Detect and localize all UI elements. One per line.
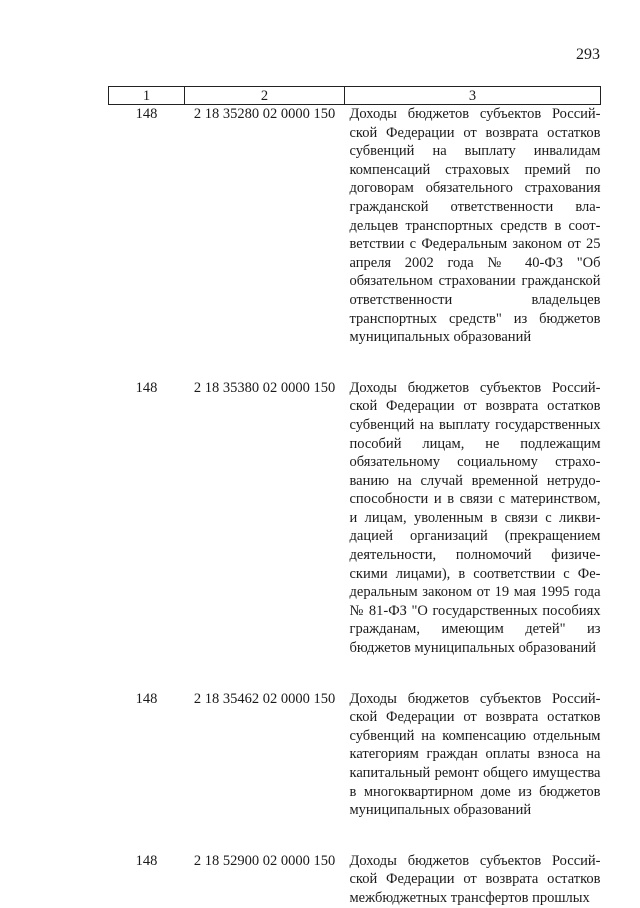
- row-number: 148: [135, 852, 158, 869]
- row-number: 148: [135, 690, 158, 707]
- income-description: Доходы бюджетов субъектов Российской Федерации от возврата остатков субвенций на выплату инвалидам компенсаций страховых премий по договорам обязательного страхования гражданской ответственности владельцев транспортных средств в соответствии с Федеральным законом от 25 апреля 2002 года № 40-ФЗ "Об обязательном страховании гражданской ответственности владельцев транспортных средств" из бюджетов муниципальных образований: [349, 106, 601, 346]
- income-description: Доходы бюджетов субъектов Российской Федерации от возврата остатков межбюджетных трансфертов прошлых: [349, 852, 601, 906]
- budget-code: 2 18 35380 02 0000 150: [193, 379, 336, 396]
- budget-income-table: [108, 86, 601, 908]
- budget-code: 2 18 35462 02 0000 150: [193, 690, 336, 707]
- table-header: [109, 87, 601, 105]
- table-header-row: [109, 87, 601, 105]
- column-header-1: 1: [109, 87, 185, 105]
- page-number: 293: [576, 46, 600, 63]
- table-row: [109, 690, 601, 852]
- column-header-3: 3: [345, 87, 601, 105]
- table-row: [109, 105, 601, 379]
- income-description: Доходы бюджетов субъектов Российской Федерации от возврата остатков субвенций на компенсацию отдельным категориям граждан оплаты взноса на капитальный ремонт общего имущества в многоквартирном доме из бюджетов муниципальных образований: [349, 690, 601, 819]
- row-number: 148: [135, 106, 158, 122]
- budget-code: 2 18 52900 02 0000 150: [193, 852, 336, 869]
- table-body: [109, 105, 601, 908]
- row-number: 148: [135, 379, 158, 396]
- income-description: Доходы бюджетов субъектов Российской Федерации от возврата остатков субвенций на выплату государственных пособий лицам, не подлежащим обязательному социальному страхованию на случай временной нетрудоспособности и в связи с материнством, и лицам, уволенным в связи с ликвидацией организаций (прекращением деятельности, полномочий физическими лицами), в соответствии с Федеральным законом от 19 мая 1995 года № 81-ФЗ "О государственных пособиях гражданам, имеющим детей" из бюджетов муниципальных образований: [349, 379, 601, 657]
- column-header-2: 2: [185, 87, 345, 105]
- table-row: [109, 379, 601, 690]
- table-row: [109, 852, 601, 908]
- budget-code: 2 18 35280 02 0000 150: [193, 106, 336, 122]
